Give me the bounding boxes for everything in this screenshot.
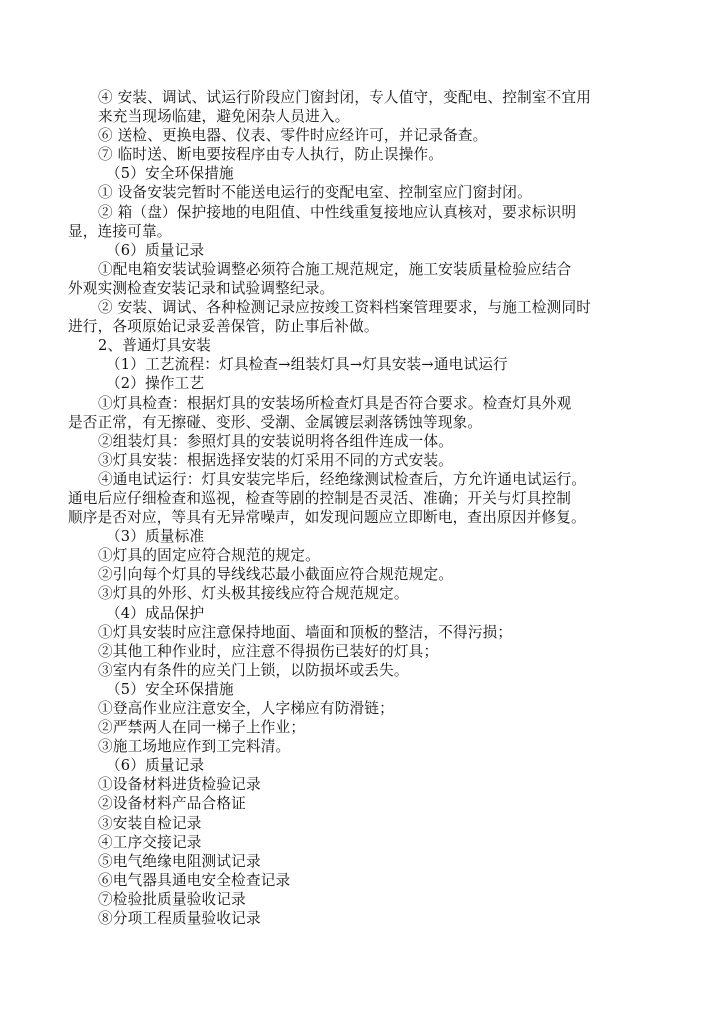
text-line: （6）质量记录 [106,241,205,259]
text-line: ③安装自检记录 [98,814,202,832]
text-line: ③施工场地应作到工完料清。 [98,738,291,756]
document-body [68,88,668,928]
text-line: （5）安全环保措施 [106,680,234,698]
text-line: ②组装灯具：参照灯具的安装说明将各组件连成一体。 [98,432,454,450]
text-line: ①灯具安装时应注意保持地面、墙面和顶板的整洁，不得污损； [98,623,513,641]
text-line: （4）成品保护 [106,604,205,622]
text-line: 通电后应仔细检查和巡视，检查等剧的控制是否灵活、准确；开关与灯具控制 [68,489,571,507]
text-line: 显，连接可靠。 [68,222,172,240]
text-line: ①设备材料进货检验记录 [98,776,261,794]
text-line: 是否正常，有无擦碰、变形、受潮、金属镀层剥落锈蚀等现象。 [68,413,483,431]
text-line: ② 安装、调试、各种检测记录应按竣工资料档案管理要求，与施工检测同时 [98,299,592,317]
text-line: ① 设备安装完暂时不能送电运行的变配电室、控制室应门窗封闭。 [98,184,532,202]
text-line: ②其他工种作业时，应注意不得损伤已装好的灯具； [98,642,439,660]
text-line: ③灯具的外形、灯头极其接线应符合规范规定。 [98,585,409,603]
text-line: ⑧分项工程质量验收记录 [98,910,261,928]
text-line: ④工序交接记录 [98,833,202,851]
text-line: ⑦检验批质量验收记录 [98,890,246,908]
text-line: ② 箱（盘）保护接地的电阻值、中性线重复接地应认真核对，要求标识明 [98,203,577,221]
text-line: ①登高作业应注意安全，人字梯应有防滑链； [98,700,394,717]
text-line: ①灯具的固定应符合规范的规定。 [98,547,320,565]
text-line: 来充当现场临建，避免闲杂人员进入。 [98,108,350,126]
text-line: ⑤电气绝缘电阻测试记录 [98,852,261,870]
text-line: ②设备材料产品合格证 [98,795,246,813]
text-line: ⑥电气器具通电安全检查记录 [98,871,291,889]
text-line: 顺序是否对应，等具有无异常噪声，如发现问题应立即断电，查出原因并修复。 [68,509,586,527]
text-line: ⑥ 送检、更换电器、仪表、零件时应经许可，并记录备查。 [98,127,488,145]
text-line: ⑦ 临时送、断电要按程序由专人执行，防止误操作。 [98,146,444,164]
text-line: （5）安全环保措施 [106,165,234,183]
text-line: （1）工艺流程：灯具检查→组装灯具→灯具安装→通电试运行 [106,356,508,374]
text-line: ④通电试运行：灯具安装完毕后，经绝缘测试检查后，方允许通电试运行。 [98,470,587,488]
text-line: 外观实测检查安装记录和试验调整纪录。 [68,279,335,297]
text-line: （3）质量标准 [106,528,205,546]
text-line: ④ 安装、调试、试运行阶段应门窗封闭，专人值守，变配电、控制室不宜用 [98,89,592,106]
text-line: 2、普通灯具安装 [98,337,212,355]
text-line: （6）质量记录 [106,757,205,775]
text-line: ③室内有条件的应关门上锁，以防损坏或丢失。 [98,661,409,679]
text-line: ②引向每个灯具的导线线芯最小截面应符合规范规定。 [98,566,454,584]
text-line: ②严禁两人在同一梯子上作业； [98,719,306,737]
text-line: 进行，各项原始记录妥善保管，防止事后补做。 [68,318,379,336]
text-line: ①灯具检查：根据灯具的安装场所检查灯具是否符合要求。检查灯具外观 [98,394,572,412]
text-line: （2）操作工艺 [106,375,205,393]
text-line: ①配电箱安装试验调整必须符合施工规范规定，施工安装质量检验应结合 [98,260,572,278]
text-line: ③灯具安装：根据选择安装的灯采用不同的方式安装。 [98,451,454,469]
